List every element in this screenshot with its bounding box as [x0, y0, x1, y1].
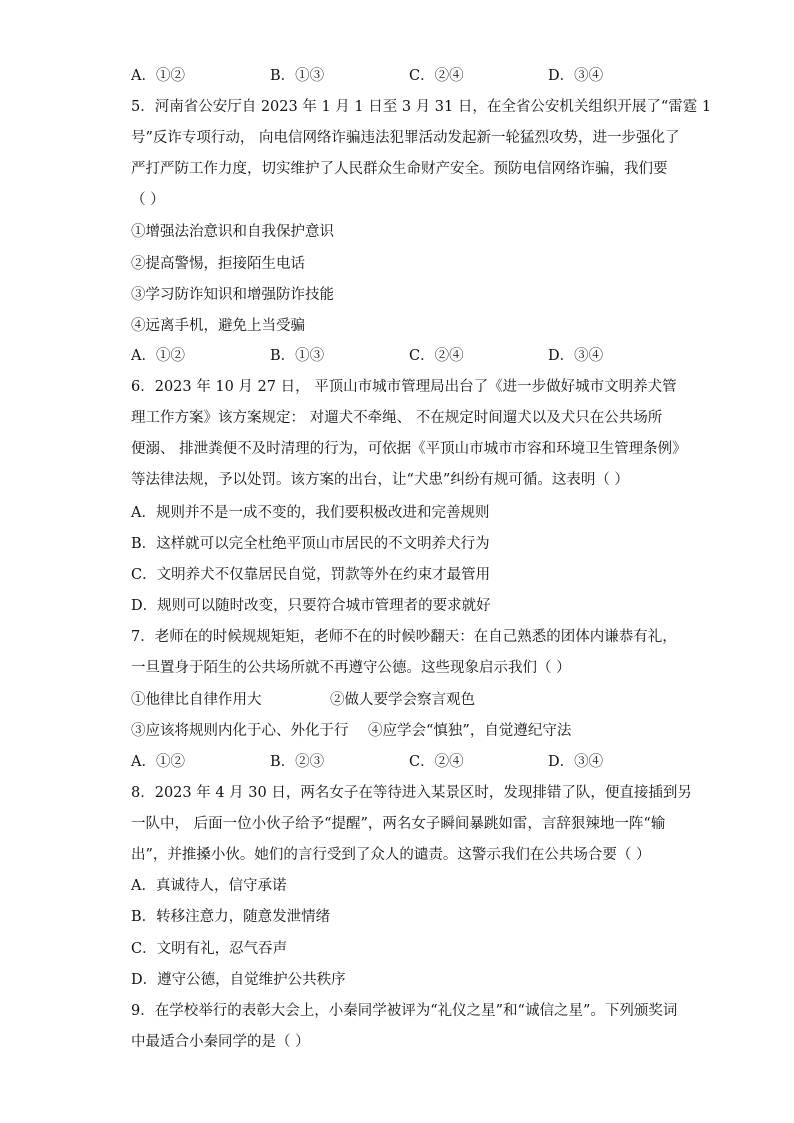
q5-stem-line: （ ）	[131, 192, 165, 208]
option-c: C．②④	[409, 68, 464, 84]
q5-item: ①增强法治意识和自我保护意识	[131, 224, 334, 240]
q6-option-d: D．规则可以随时改变，只要符合城市管理者的要求就好	[131, 598, 491, 614]
q6-option-b: B．这样就可以完全杜绝平顶山市居民的不文明养犬行为	[131, 536, 490, 552]
q8-stem-line: 一队中， 后面一位小伙子给予“提醒”，两名女子瞬间暴跳如雷，言辞狠辣地一阵“输	[131, 816, 666, 832]
q8-stem-line: 出”，并推搡小伙。她们的言行受到了众人的谴责。这警示我们在公共场合要（ ）	[131, 847, 651, 863]
q9-stem-line: 9．在学校举行的表彰大会上，小秦同学被评为“礼仪之星”和“诚信之星”。下列颁奖词	[131, 1003, 678, 1019]
q8-option-d: D．遵守公德，自觉维护公共秩序	[131, 972, 346, 988]
q7-option-d: D．③④	[548, 754, 604, 770]
q8-option-b: B．转移注意力，随意发泄情绪	[131, 909, 331, 925]
q5-stem-line: 号”反诈专项行动， 向电信网络诈骗违法犯罪活动发起新一轮猛烈攻势，进一步强化了	[131, 130, 680, 146]
option-b: B．①③	[270, 68, 325, 84]
q6-option-a: A．规则并不是一成不变的，我们要积极改进和完善规则	[131, 505, 490, 521]
q5-item: ③学习防诈知识和增强防诈技能	[131, 287, 334, 303]
q6-option-c: C．文明养犬不仅靠居民自觉，罚款等外在约束才最管用	[131, 567, 491, 583]
q7-option-c: C．②④	[409, 754, 464, 770]
q7-item: ③应该将规则内化于心、外化于行	[131, 723, 349, 739]
q5-option-d: D．③④	[548, 348, 604, 364]
q9-stem-line: 中最适合小秦同学的是（ ）	[131, 1034, 310, 1050]
option-d: D．③④	[548, 68, 604, 84]
q5-option-c: C．②④	[409, 348, 464, 364]
q7-option-b: B．②③	[270, 754, 325, 770]
option-a: A．①②	[131, 68, 185, 84]
q5-option-a: A．①②	[131, 348, 185, 364]
q7-item: ②做人要学会察言观色	[330, 692, 475, 708]
q7-item: ①他律比自律作用大	[131, 692, 262, 708]
q7-item: ④应学会“慎独”，自觉遵纪守法	[368, 723, 572, 739]
q6-stem-line: 等法律法规，予以处罚。该方案的出台，让“犬患”纠纷有规可循。这表明（ ）	[131, 472, 629, 488]
q5-stem-line: 严打严防工作力度，切实维护了人民群众生命财产安全。预防电信网络诈骗，我们要	[131, 161, 668, 177]
q8-option-a: A．真诚待人，信守承诺	[131, 878, 287, 894]
q6-stem-line: 理工作方案》该方案规定： 对遛犬不牵绳、 不在规定时间遛犬以及犬只在公共场所	[131, 410, 663, 426]
q7-stem-line: 一旦置身于陌生的公共场所就不再遵守公德。这些现象启示我们（ ）	[131, 660, 571, 676]
q6-stem-line: 便溺、 排泄粪便不及时清理的行为，可依据《平顶山市城市市容和环境卫生管理条例》	[131, 441, 687, 457]
q5-item: ②提高警惕，拒接陌生电话	[131, 256, 305, 272]
q7-option-a: A．①②	[131, 754, 185, 770]
q6-stem-line: 6．2023 年 10 月 27 日， 平顶山市城市管理局出台了《进一步做好城市文明养犬管	[131, 379, 677, 395]
q8-option-c: C．文明有礼，忍气吞声	[131, 941, 288, 957]
q7-stem-line: 7．老师在的时候规规矩矩，老师不在的时候吵翻天：在自己熟悉的团体内谦恭有礼，	[131, 629, 677, 645]
q8-stem-line: 8．2023 年 4 月 30 日，两名女子在等待进入某景区时，发现排错了队，便直接插到另	[131, 785, 692, 801]
q5-option-b: B．①③	[270, 348, 325, 364]
q5-stem-line: 5．河南省公安厅自 2023 年 1 月 1 日至 3 月 31 日，在全省公安机关组织开展了“雷霆 1	[131, 99, 712, 115]
q5-item: ④远离手机，避免上当受骗	[131, 318, 305, 334]
